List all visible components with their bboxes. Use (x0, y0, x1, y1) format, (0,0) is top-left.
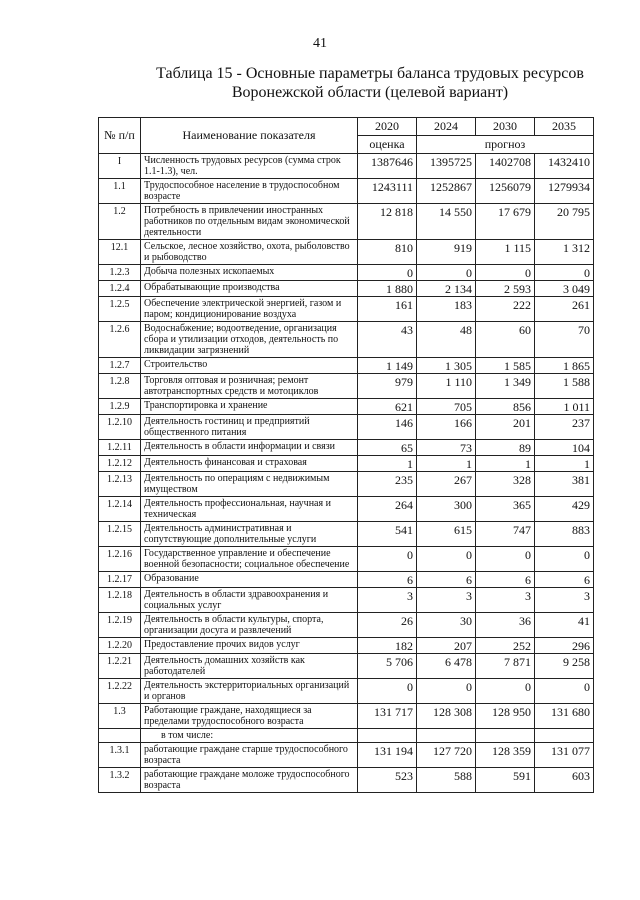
value-cell: 591 (476, 768, 535, 793)
value-cell: 2 134 (417, 281, 476, 297)
table-row (99, 265, 594, 281)
value-cell: 0 (535, 265, 594, 281)
indicator-name: Трудоспособное население в трудоспособном возрасте (141, 179, 358, 204)
value-cell: 296 (535, 638, 594, 654)
indicator-name: Деятельность домашних хозяйств как работодателей (141, 654, 358, 679)
value-cell: 6 (358, 572, 417, 588)
row-number (99, 729, 141, 743)
value-cell: 70 (535, 322, 594, 358)
table-row (99, 729, 594, 743)
table-row (99, 497, 594, 522)
value-cell: 131 680 (535, 704, 594, 729)
header-name: Наименование показателя (141, 118, 358, 154)
value-cell: 264 (358, 497, 417, 522)
indicator-name: Работающие граждане, находящиеся за пределами трудоспособного возраста (141, 704, 358, 729)
row-number: 1.2.4 (99, 281, 141, 297)
value-cell: 1 011 (535, 399, 594, 415)
table-row (99, 654, 594, 679)
header-year: 2024 (417, 118, 476, 136)
value-cell: 128 308 (417, 704, 476, 729)
value-cell: 856 (476, 399, 535, 415)
value-cell: 261 (535, 297, 594, 322)
value-cell: 621 (358, 399, 417, 415)
value-cell: 3 (417, 588, 476, 613)
indicator-name: работающие граждане моложе трудоспособного возраста (141, 768, 358, 793)
value-cell: 166 (417, 415, 476, 440)
subheader-label: в том числе: (141, 729, 358, 743)
table-row (99, 374, 594, 399)
value-cell: 6 478 (417, 654, 476, 679)
value-cell: 0 (476, 547, 535, 572)
value-cell: 131 194 (358, 743, 417, 768)
value-cell: 3 (535, 588, 594, 613)
indicator-name: Деятельность финансовая и страховая (141, 456, 358, 472)
header-num: № п/п (99, 118, 141, 154)
value-cell: 5 706 (358, 654, 417, 679)
value-cell: 1252867 (417, 179, 476, 204)
row-number: 1.3.2 (99, 768, 141, 793)
table-row (99, 440, 594, 456)
value-cell: 919 (417, 240, 476, 265)
table-row (99, 472, 594, 497)
indicator-name: Деятельность профессиональная, научная и техническая (141, 497, 358, 522)
table-row (99, 240, 594, 265)
value-cell: 146 (358, 415, 417, 440)
table-row (99, 679, 594, 704)
value-cell: 883 (535, 522, 594, 547)
value-cell: 1402708 (476, 154, 535, 179)
value-cell: 1 585 (476, 358, 535, 374)
value-cell: 0 (476, 265, 535, 281)
value-cell: 0 (417, 265, 476, 281)
value-cell: 1 (476, 456, 535, 472)
indicator-name: Численность трудовых ресурсов (сумма строк 1.1-1.3), чел. (141, 154, 358, 179)
header-year: 2030 (476, 118, 535, 136)
value-cell: 1 (417, 456, 476, 472)
row-number: 1.2.13 (99, 472, 141, 497)
indicator-name: Образование (141, 572, 358, 588)
value-cell: 588 (417, 768, 476, 793)
table-row (99, 522, 594, 547)
indicator-name: Деятельность административная и сопутствующие дополнительные услуги (141, 522, 358, 547)
title-line-2: Воронежской области (целевой вариант) (231, 84, 509, 101)
indicator-name: Деятельность в области здравоохранения и социальных услуг (141, 588, 358, 613)
value-cell: 36 (476, 613, 535, 638)
row-number: 1.2.6 (99, 322, 141, 358)
value-cell: 6 (417, 572, 476, 588)
value-cell: 161 (358, 297, 417, 322)
table-row (99, 743, 594, 768)
table-row (99, 179, 594, 204)
value-cell: 1387646 (358, 154, 417, 179)
row-number: 1.2.18 (99, 588, 141, 613)
value-cell: 222 (476, 297, 535, 322)
row-number: 1.3 (99, 704, 141, 729)
row-number: 1.2.16 (99, 547, 141, 572)
indicator-name: Предоставление прочих видов услуг (141, 638, 358, 654)
page-number: 41 (313, 36, 327, 51)
table-row (99, 322, 594, 358)
table-row (99, 613, 594, 638)
value-cell: 9 258 (535, 654, 594, 679)
value-cell: 541 (358, 522, 417, 547)
value-cell: 1 149 (358, 358, 417, 374)
value-cell: 810 (358, 240, 417, 265)
indicator-name: Деятельность по операциям с недвижимым имуществом (141, 472, 358, 497)
value-cell: 1395725 (417, 154, 476, 179)
value-cell: 1 110 (417, 374, 476, 399)
value-cell: 20 795 (535, 204, 594, 240)
indicator-name: Деятельность в области культуры, спорта, организации досуга и развлечений (141, 613, 358, 638)
indicator-name: Транспортировка и хранение (141, 399, 358, 415)
value-cell: 131 717 (358, 704, 417, 729)
value-cell: 26 (358, 613, 417, 638)
value-cell (358, 729, 417, 743)
value-cell: 7 871 (476, 654, 535, 679)
row-number: 1.2.17 (99, 572, 141, 588)
value-cell: 1 (358, 456, 417, 472)
indicator-name: Государственное управление и обеспечение военной безопасности; социальное обеспечение (141, 547, 358, 572)
table-row (99, 281, 594, 297)
value-cell: 381 (535, 472, 594, 497)
row-number: 1.2.20 (99, 638, 141, 654)
value-cell: 3 (358, 588, 417, 613)
indicator-name: работающие граждане старше трудоспособного возраста (141, 743, 358, 768)
row-number: 1.1 (99, 179, 141, 204)
indicator-name: Сельское, лесное хозяйство, охота, рыболовство и рыбоводство (141, 240, 358, 265)
value-cell: 2 593 (476, 281, 535, 297)
value-cell: 615 (417, 522, 476, 547)
table-row (99, 204, 594, 240)
value-cell: 12 818 (358, 204, 417, 240)
value-cell: 1 115 (476, 240, 535, 265)
value-cell: 73 (417, 440, 476, 456)
value-cell: 1 (535, 456, 594, 472)
row-number: 1.2.5 (99, 297, 141, 322)
value-cell: 43 (358, 322, 417, 358)
row-number: 12.1 (99, 240, 141, 265)
value-cell: 17 679 (476, 204, 535, 240)
value-cell: 300 (417, 497, 476, 522)
value-cell: 1 349 (476, 374, 535, 399)
row-number: 1.2.10 (99, 415, 141, 440)
value-cell: 131 077 (535, 743, 594, 768)
indicator-name: Обрабатывающие производства (141, 281, 358, 297)
value-cell: 0 (535, 547, 594, 572)
value-cell: 252 (476, 638, 535, 654)
value-cell: 127 720 (417, 743, 476, 768)
value-cell: 237 (535, 415, 594, 440)
value-cell: 0 (476, 679, 535, 704)
table-row (99, 358, 594, 374)
value-cell: 104 (535, 440, 594, 456)
page-title (100, 64, 640, 102)
value-cell: 747 (476, 522, 535, 547)
value-cell: 328 (476, 472, 535, 497)
indicator-name: Деятельность экстерриториальных организаций и органов (141, 679, 358, 704)
row-number: 1.2.14 (99, 497, 141, 522)
indicator-name: Добыча полезных ископаемых (141, 265, 358, 281)
table-row (99, 638, 594, 654)
value-cell: 1 880 (358, 281, 417, 297)
value-cell: 1 865 (535, 358, 594, 374)
table-row (99, 704, 594, 729)
value-cell: 30 (417, 613, 476, 638)
value-cell: 267 (417, 472, 476, 497)
value-cell: 1243111 (358, 179, 417, 204)
value-cell: 979 (358, 374, 417, 399)
value-cell (417, 729, 476, 743)
row-number: 1.2 (99, 204, 141, 240)
row-number: 1.2.21 (99, 654, 141, 679)
value-cell: 1432410 (535, 154, 594, 179)
row-number: 1.2.7 (99, 358, 141, 374)
table-row (99, 588, 594, 613)
value-cell: 1 305 (417, 358, 476, 374)
value-cell: 6 (535, 572, 594, 588)
indicator-name: Обеспечение электрической энергией, газом и паром; кондиционирование воздуха (141, 297, 358, 322)
value-cell: 603 (535, 768, 594, 793)
value-cell: 3 (476, 588, 535, 613)
indicator-name: Деятельность в области информации и связи (141, 440, 358, 456)
table-row (99, 415, 594, 440)
value-cell: 128 359 (476, 743, 535, 768)
row-number: 1.2.15 (99, 522, 141, 547)
row-number: 1.2.22 (99, 679, 141, 704)
value-cell: 41 (535, 613, 594, 638)
value-cell: 523 (358, 768, 417, 793)
row-number: 1.2.3 (99, 265, 141, 281)
value-cell: 60 (476, 322, 535, 358)
table-row (99, 399, 594, 415)
indicator-name: Потребность в привлечении иностранных работников по отдельным видам экономической деятельности (141, 204, 358, 240)
value-cell: 6 (476, 572, 535, 588)
table-row (99, 768, 594, 793)
value-cell: 1256079 (476, 179, 535, 204)
row-number: I (99, 154, 141, 179)
value-cell: 14 550 (417, 204, 476, 240)
value-cell: 0 (358, 679, 417, 704)
title-line-1: Таблица 15 - Основные параметры баланса трудовых ресурсов (156, 65, 584, 82)
table-row (99, 297, 594, 322)
row-number: 1.2.11 (99, 440, 141, 456)
indicator-name: Торговля оптовая и розничная; ремонт автотранспортных средств и мотоциклов (141, 374, 358, 399)
header-year: 2035 (535, 118, 594, 136)
indicator-name: Деятельность гостиниц и предприятий общественного питания (141, 415, 358, 440)
row-number: 1.2.19 (99, 613, 141, 638)
value-cell: 0 (535, 679, 594, 704)
value-cell: 0 (358, 265, 417, 281)
value-cell (476, 729, 535, 743)
header-estimate: оценка (358, 136, 417, 154)
value-cell: 0 (417, 547, 476, 572)
value-cell: 182 (358, 638, 417, 654)
value-cell: 65 (358, 440, 417, 456)
row-number: 1.2.12 (99, 456, 141, 472)
value-cell: 89 (476, 440, 535, 456)
value-cell: 365 (476, 497, 535, 522)
indicator-name: Водоснабжение; водоотведение, организация сбора и утилизации отходов, деятельность по ликвидации загрязнений (141, 322, 358, 358)
value-cell: 0 (358, 547, 417, 572)
value-cell: 183 (417, 297, 476, 322)
value-cell: 1279934 (535, 179, 594, 204)
value-cell: 128 950 (476, 704, 535, 729)
value-cell (535, 729, 594, 743)
value-cell: 235 (358, 472, 417, 497)
value-cell: 1 588 (535, 374, 594, 399)
value-cell: 201 (476, 415, 535, 440)
labor-balance-table (98, 117, 594, 793)
value-cell: 705 (417, 399, 476, 415)
indicator-name: Строительство (141, 358, 358, 374)
table-row (99, 456, 594, 472)
value-cell: 207 (417, 638, 476, 654)
value-cell: 1 312 (535, 240, 594, 265)
value-cell: 3 049 (535, 281, 594, 297)
row-number: 1.2.9 (99, 399, 141, 415)
value-cell: 48 (417, 322, 476, 358)
header-forecast: прогноз (417, 136, 594, 154)
value-cell: 0 (417, 679, 476, 704)
row-number: 1.3.1 (99, 743, 141, 768)
value-cell: 429 (535, 497, 594, 522)
row-number: 1.2.8 (99, 374, 141, 399)
table-row (99, 572, 594, 588)
table-row (99, 154, 594, 179)
table-row (99, 547, 594, 572)
header-year: 2020 (358, 118, 417, 136)
